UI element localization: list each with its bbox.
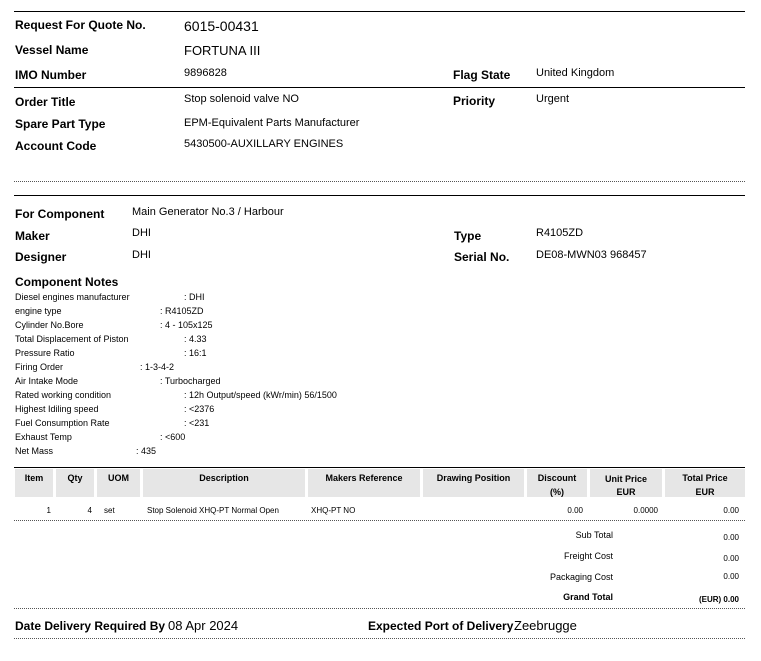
- component-note-key: Air Intake Mode: [15, 376, 79, 386]
- subtotal-value: 0.00: [723, 533, 739, 542]
- row-discount: 0.00: [567, 506, 583, 515]
- imo-number: 9896828: [184, 67, 227, 79]
- component-note-key: engine type: [15, 306, 62, 316]
- component-note-key: Firing Order: [15, 362, 64, 372]
- rfq-label: Request For Quote No.: [15, 18, 146, 32]
- component-note-value: : <2376: [184, 404, 215, 414]
- for-component-value: Main Generator No.3 / Harbour: [132, 206, 284, 218]
- freight-value: 0.00: [723, 554, 739, 563]
- top-rule: [14, 11, 745, 12]
- imo-label: IMO Number: [15, 68, 87, 82]
- maker-label: Maker: [15, 229, 50, 243]
- packaging-value: 0.00: [723, 572, 739, 581]
- component-note-key: Total Displacement of Piston: [15, 334, 129, 344]
- spare-type-label: Spare Part Type: [15, 117, 106, 131]
- priority-label: Priority: [453, 94, 496, 108]
- row-makers-reference: XHQ-PT NO: [311, 506, 356, 515]
- row-total-price: 0.00: [723, 506, 739, 515]
- dotted-separator: [14, 181, 745, 182]
- component-note-value: : Turbocharged: [160, 376, 221, 386]
- component-note-key: Net Mass: [15, 446, 54, 456]
- delivery-port-value: Zeebrugge: [514, 618, 577, 633]
- component-note-value: : 16:1: [184, 348, 207, 358]
- row-item: 1: [46, 506, 51, 515]
- component-note-key: Rated working condition: [15, 390, 112, 400]
- component-note-key: Diesel engines manufacturer: [15, 292, 130, 302]
- row-uom: set: [104, 506, 115, 515]
- priority-value: Urgent: [536, 93, 570, 105]
- maker-value: DHI: [132, 227, 151, 239]
- col-header-item: Item: [15, 469, 53, 497]
- delivery-date-value: 08 Apr 2024: [168, 618, 239, 633]
- designer-label: Designer: [15, 250, 67, 264]
- footer-separator: [14, 638, 745, 639]
- delivery-port-label: Expected Port of Delivery: [368, 619, 514, 633]
- row-separator: [14, 520, 745, 521]
- grand-total-label: Grand Total: [563, 592, 613, 602]
- vessel-name: FORTUNA III: [184, 43, 261, 58]
- row-unit-price: 0.0000: [633, 506, 658, 515]
- account-label: Account Code: [15, 139, 97, 153]
- order-title: Stop solenoid valve NO: [184, 93, 299, 105]
- flag-label: Flag State: [453, 68, 511, 82]
- col-header-makers-reference: Makers Reference: [308, 469, 420, 497]
- col-header-qty: Qty: [56, 469, 94, 497]
- component-rule: [14, 195, 745, 196]
- type-value: R4105ZD: [536, 227, 584, 239]
- component-note-value: : <231: [184, 418, 210, 428]
- component-note-value: : <600: [160, 432, 186, 442]
- packaging-label: Packaging Cost: [549, 572, 613, 582]
- row-qty: 4: [87, 506, 92, 515]
- serial-label: Serial No.: [454, 250, 510, 264]
- col-header-drawing-position: Drawing Position: [423, 469, 524, 497]
- component-note-value: : 12h Output/speed (kWr/min) 56/1500: [184, 390, 337, 400]
- component-note-value: : 1-3-4-2: [140, 362, 175, 372]
- rfq-number: 6015-00431: [184, 18, 259, 34]
- flag-state: United Kingdom: [536, 67, 615, 79]
- type-label: Type: [454, 229, 482, 243]
- totals-separator: [14, 608, 745, 609]
- col-header-discount: Discount (%): [527, 469, 587, 497]
- component-note-key: Fuel Consumption Rate: [15, 418, 110, 428]
- vessel-label: Vessel Name: [15, 43, 89, 57]
- col-header-unit-price: Unit Price EUR: [590, 469, 662, 497]
- component-note-key: Cylinder No.Bore: [15, 320, 84, 330]
- header-rule: [14, 87, 745, 88]
- component-notes-heading: Component Notes: [15, 275, 119, 289]
- component-note-key: Pressure Ratio: [15, 348, 75, 358]
- component-note-key: Highest Idiling speed: [15, 404, 99, 414]
- component-note-value: : DHI: [184, 292, 205, 302]
- row-description: Stop Solenoid XHQ-PT Normal Open: [147, 506, 279, 515]
- col-header-description: Description: [143, 469, 305, 497]
- component-note-value: : R4105ZD: [160, 306, 204, 316]
- col-header-total-price: Total Price EUR: [665, 469, 745, 497]
- table-top-rule: [14, 467, 745, 468]
- component-note-value: : 435: [136, 446, 157, 456]
- col-header-uom: UOM: [97, 469, 140, 497]
- designer-value: DHI: [132, 249, 151, 261]
- component-note-key: Exhaust Temp: [15, 432, 72, 442]
- freight-label: Freight Cost: [563, 551, 613, 561]
- order-title-label: Order Title: [15, 95, 76, 109]
- spare-type-value: EPM-Equivalent Parts Manufacturer: [184, 117, 360, 129]
- account-code: 5430500-AUXILLARY ENGINES: [184, 138, 344, 150]
- for-component-label: For Component: [15, 207, 105, 221]
- serial-value: DE08-MWN03 968457: [536, 249, 647, 261]
- component-note-value: : 4.33: [184, 334, 207, 344]
- component-note-value: : 4 - 105x125: [160, 320, 213, 330]
- grand-total-value: (EUR) 0.00: [698, 595, 739, 604]
- delivery-date-label: Date Delivery Required By: [15, 619, 166, 633]
- subtotal-label: Sub Total: [575, 530, 613, 540]
